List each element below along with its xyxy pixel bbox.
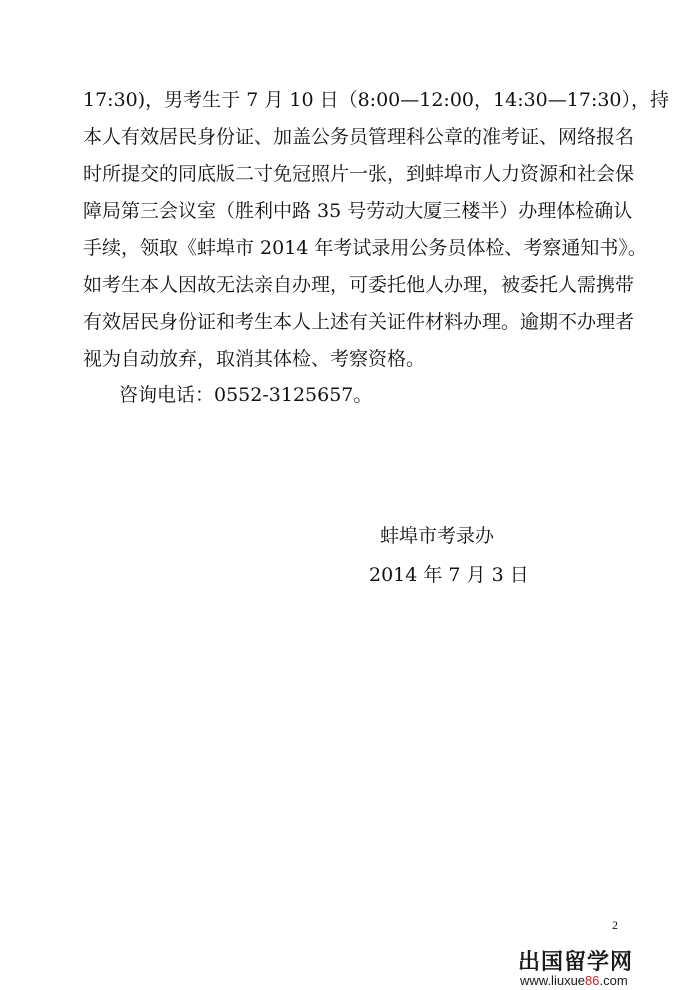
watermark-site-name: 出国留学网	[518, 950, 634, 975]
body-line-8: 视为自动放弃，取消其体检、考察资格。	[83, 348, 426, 370]
body-line-3: 时所提交的同底版二寸免冠照片一张，到蚌埠市人力资源和社会保	[83, 163, 635, 185]
body-line-2: 本人有效居民身份证、加盖公务员管理科公章的准考证、网络报名	[83, 126, 635, 148]
watermark-url-accent: 86	[585, 973, 600, 988]
body-line-7: 有效居民身份证和考生本人上述有关证件材料办理。逾期不办理者	[83, 311, 635, 333]
watermark-url	[520, 973, 628, 988]
page-number: 2	[612, 918, 618, 932]
watermark-url-suffix: .com	[599, 973, 628, 988]
contact-phone: 咨询电话：0552-3125657。	[119, 384, 373, 406]
body-line-1: 17:30)，男考生于 7 月 10 日（8:00—12:00，14:30—17:30），持	[83, 89, 670, 111]
body-line-4: 障局第三会议室（胜利中路 35 号劳动大厦三楼半）办理体检确认	[83, 200, 633, 222]
body-line-6: 如考生本人因故无法亲自办理，可委托他人办理，被委托人需携带	[83, 274, 635, 296]
body-line-5: 手续，领取《蚌埠市 2014 年考试录用公务员体检、考察通知书》。	[83, 237, 647, 259]
signature-org: 蚌埠市考录办	[380, 525, 495, 547]
signature-date: 2014 年 7 月 3 日	[369, 564, 529, 586]
watermark-url-prefix: www.liuxue	[520, 973, 586, 988]
site-watermark	[512, 945, 698, 989]
